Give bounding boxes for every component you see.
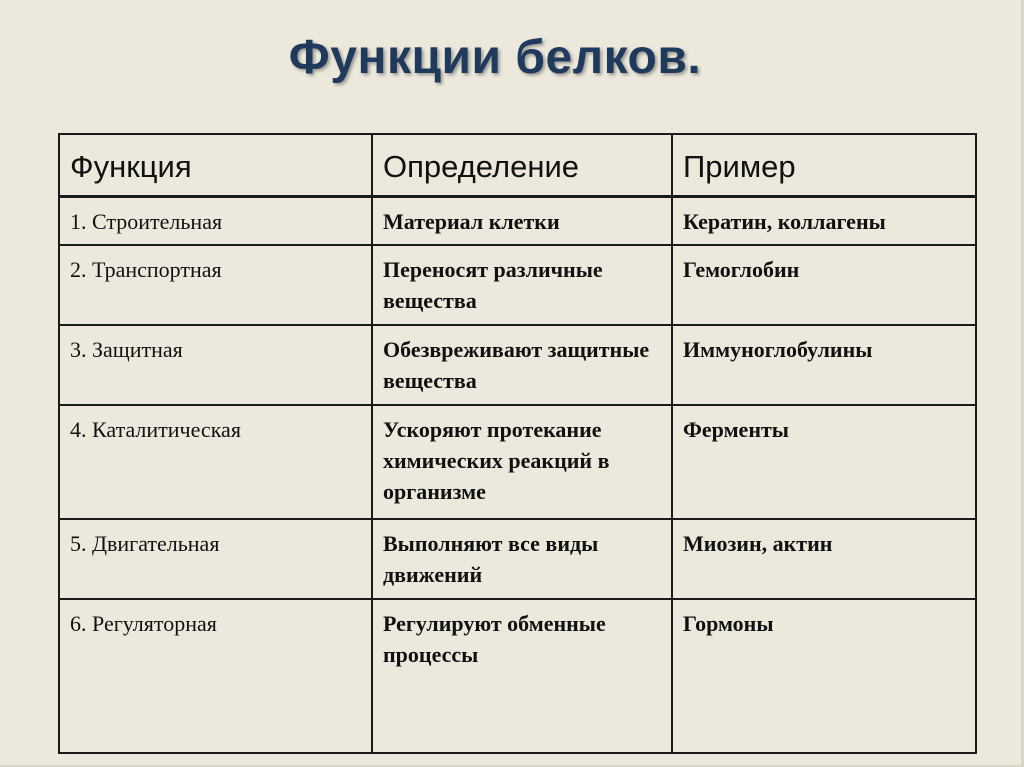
table-row <box>59 599 976 753</box>
table-row <box>59 405 976 519</box>
header-definition: Определение <box>372 134 672 197</box>
header-example: Пример <box>672 134 976 197</box>
cell-definition: Ускоряют протекание химических реакций в организме <box>372 405 672 519</box>
cell-function: 4. Каталитическая <box>59 405 372 519</box>
cell-function: 2. Транспортная <box>59 245 372 325</box>
slide-title: Функции белков. <box>288 31 702 84</box>
cell-function: 3. Защитная <box>59 325 372 405</box>
protein-functions-table <box>58 133 977 754</box>
table-row <box>59 245 976 325</box>
cell-example: Миозин, актин <box>672 519 976 599</box>
cell-example: Гемоглобин <box>672 245 976 325</box>
cell-definition: Материал клетки <box>372 197 672 246</box>
cell-example: Иммуноглобулины <box>672 325 976 405</box>
cell-function: 1. Строительная <box>59 197 372 246</box>
table-row <box>59 197 976 246</box>
table-header-row <box>59 134 976 197</box>
cell-example: Кератин, коллагены <box>672 197 976 246</box>
cell-definition: Выполняют все виды движений <box>372 519 672 599</box>
header-function: Функция <box>59 134 372 197</box>
cell-function: 6. Регуляторная <box>59 599 372 753</box>
table-row <box>59 519 976 599</box>
cell-definition: Обезвреживают защитные вещества <box>372 325 672 405</box>
cell-definition: Переносят различные вещества <box>372 245 672 325</box>
cell-example: Ферменты <box>672 405 976 519</box>
cell-function: 5. Двигательная <box>59 519 372 599</box>
table-row <box>59 325 976 405</box>
cell-example: Гормоны <box>672 599 976 753</box>
cell-definition: Регулируют обменные процессы <box>372 599 672 753</box>
